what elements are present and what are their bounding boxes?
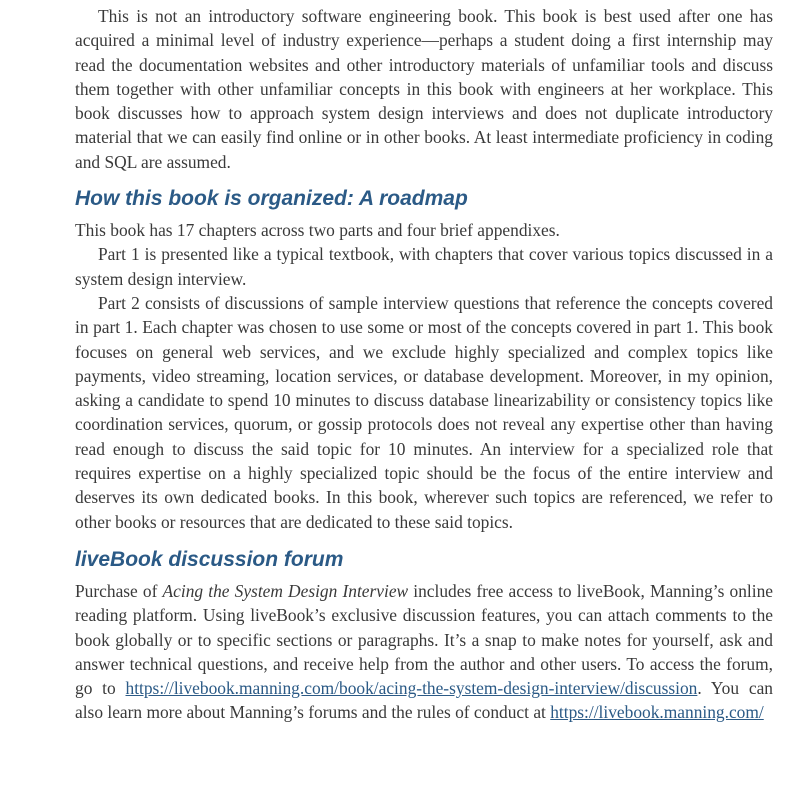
roadmap-paragraph-3: Part 2 consists of discussions of sample interview questions that reference the concepts covered in part 1. Each chapter was chosen to use some or most of the concepts covered in part 1. This book focuses on general web services, and we exclude highly specialized and complex topics like payments, video streaming, location services, or database development. Moreover, in my opinion, asking a candidate to spend 10 minutes to discuss database linearizability or consistency topics like coordination services, quorum, or gossip protocols does not reveal any expertise other than having read enough to discuss the said topic for 10 minutes. An interview for a specialized role that requires expertise on a highly specialized topic should be the focus of the entire interview and deserves its own dedicated books. In this book, wherever such topics are referenced, we refer to other books or resources that are dedicated to these said topics.	[75, 292, 773, 532]
roadmap-heading: How this book is organized: A roadmap	[75, 187, 468, 211]
forum-text-between-links: . You can also learn more about Manning’s forums and the rules of conduct at	[75, 678, 773, 723]
forum-discussion-link[interactable]: https://livebook.manning.com/book/acing-the-system-design-interview/discussion	[125, 678, 698, 699]
forum-text-start: Purchase of	[75, 580, 163, 601]
book-title: Acing the System Design Interview	[162, 580, 409, 601]
forum-heading: liveBook discussion forum	[75, 547, 344, 571]
forum-paragraph	[75, 579, 773, 725]
forum-text-middle: includes free access to liveBook, Manning’s online reading platform. Using liveBook’s exclusive discussion features, you can attach comments to the book globally or to specific sections or paragraphs. It’s a snap to make notes for yourself, ask and answer technical questions, and receive help from the author and other users. To access the forum, go to	[75, 580, 773, 699]
book-page	[75, 0, 773, 725]
manning-forum-link[interactable]: https://livebook.manning.com/	[550, 702, 764, 723]
intro-paragraph: This is not an introductory software engineering book. This book is best used after one has acquired a minimal level of industry experience—perhaps a student doing a first internship may read the documentation websites and other introductory materials of unfamiliar tools and discuss them together with other unfamiliar concepts in this book with engineers at her workplace. This book discusses how to approach system design interviews and does not duplicate introductory material that we can easily find online or in other books. At least intermediate proficiency in coding and SQL are assumed.	[75, 6, 773, 172]
roadmap-paragraph-1: This book has 17 chapters across two parts and four brief appendixes.	[75, 220, 560, 241]
roadmap-paragraph-2: Part 1 is presented like a typical textbook, with chapters that cover various topics discussed in a system design interview.	[75, 244, 773, 289]
